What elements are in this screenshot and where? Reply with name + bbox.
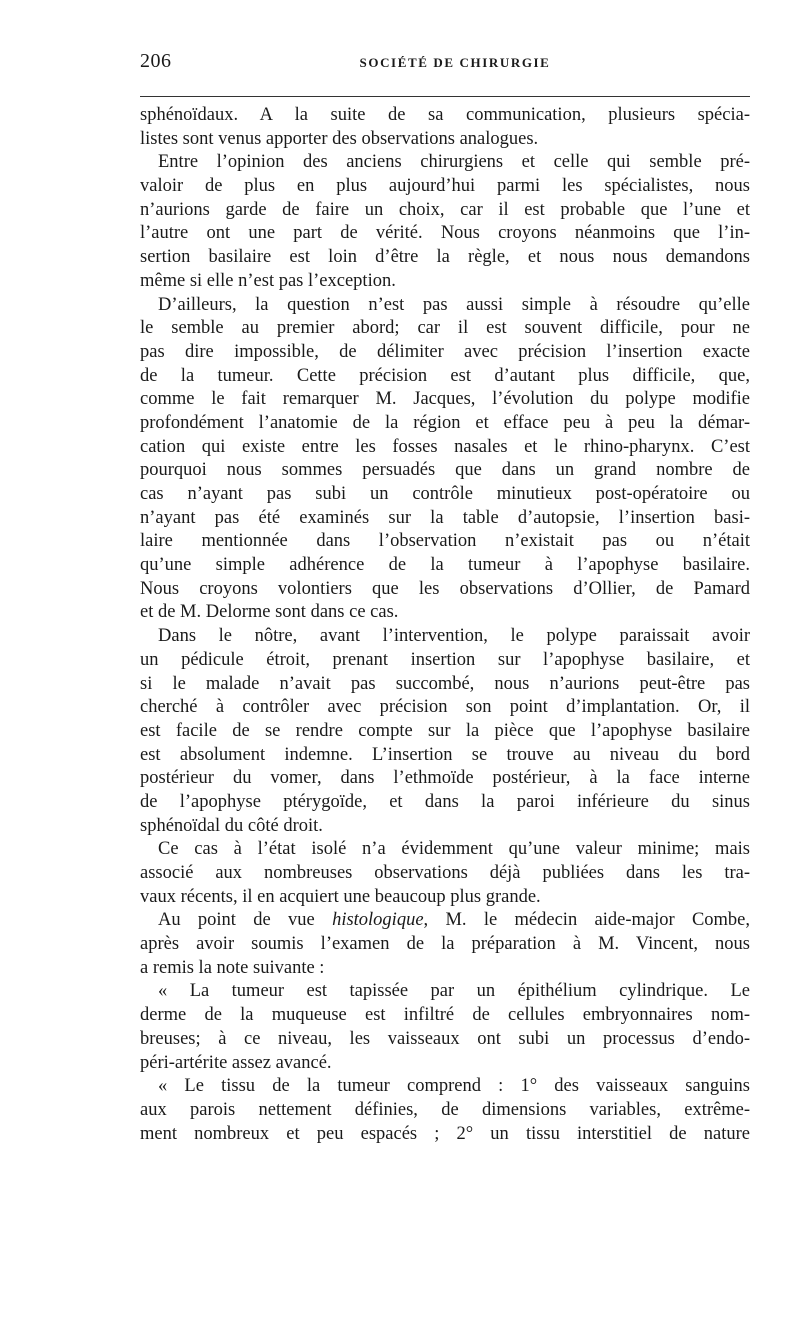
line-text: Nous croyons volontiers que les observations d’Ollier, de Pamard xyxy=(140,578,750,599)
line-text: un pédicule étroit, prenant insertion sur l’apophyse basilaire, et xyxy=(140,649,750,670)
line-text: postérieur du vomer, dans l’ethmoïde postérieur, à la face interne xyxy=(140,768,750,789)
line-text: si le malade n’avait pas succombé, nous n’aurions peut-être pas xyxy=(140,673,750,694)
text-line xyxy=(140,673,750,697)
page-number: 206 xyxy=(140,50,172,72)
text-line xyxy=(140,388,750,412)
text-line xyxy=(140,696,750,720)
line-text: vaux récents, il en acquiert une beaucoup plus grande. xyxy=(140,886,541,907)
line-text: et de M. Delorme sont dans ce cas. xyxy=(140,602,399,623)
line-text: D’ailleurs, la question n’est pas aussi simple à résoudre qu’elle xyxy=(158,294,750,315)
line-text: qu’une simple adhérence de la tumeur à l’apophyse basilaire. xyxy=(140,555,750,576)
text-line xyxy=(140,151,750,175)
line-text: même si elle n’est pas l’exception. xyxy=(140,270,396,291)
text-line xyxy=(140,104,750,128)
text-line xyxy=(140,199,750,223)
text-line xyxy=(140,341,750,365)
text-line xyxy=(140,980,750,1004)
line-text: est absolument indemne. L’insertion se trouve au niveau du bord xyxy=(140,744,750,765)
text-line xyxy=(140,1099,750,1123)
line-text: valoir de plus en plus aujourd’hui parmi les spécialistes, nous xyxy=(140,176,750,197)
text-line xyxy=(140,1004,750,1028)
line-text: Ce cas à l’état isolé n’a évidemment qu’une valeur minime; mais xyxy=(158,839,750,860)
line-text: de la tumeur. Cette précision est d’autant plus difficile, que, xyxy=(140,365,750,386)
text-line xyxy=(140,957,750,981)
line-text: laire mentionnée dans l’observation n’existait pas ou n’était xyxy=(140,531,750,552)
text-line xyxy=(140,886,750,910)
text-line xyxy=(140,294,750,318)
line-text: cation qui existe entre les fosses nasales et le rhino-pharynx. C’est xyxy=(140,436,750,457)
line-text: cas n’ayant pas subi un contrôle minutieux post-opératoire ou xyxy=(140,484,750,504)
line-text: de l’apophyse ptérygoïde, et dans la paroi inférieure du sinus xyxy=(140,791,750,812)
text-line xyxy=(140,246,750,270)
text-line xyxy=(140,1028,750,1052)
text-line xyxy=(140,815,750,839)
line-text: associé aux nombreuses observations déjà publiées dans les tra- xyxy=(140,863,750,883)
text-line xyxy=(140,128,750,152)
text-line xyxy=(140,838,750,862)
header-rule xyxy=(140,96,750,97)
line-text: est facile de se rendre compte sur la pièce que l’apophyse basilaire xyxy=(140,720,750,741)
line-text: n’ayant pas été examinés sur la table d’autopsie, l’insertion basi- xyxy=(140,507,750,528)
line-text: cherché à contrôler avec précision son point d’implantation. Or, il xyxy=(140,697,750,718)
text-line xyxy=(140,507,750,531)
text-line xyxy=(140,601,750,625)
line-text: péri-artérite assez avancé. xyxy=(140,1052,332,1073)
line-text: après avoir soumis l’examen de la préparation à M. Vincent, nous xyxy=(140,934,750,955)
text-line xyxy=(140,909,750,933)
line-text: n’aurions garde de faire un choix, car il est probable que l’une et xyxy=(140,199,750,220)
line-text: le semble au premier abord; car il est souvent difficile, pour ne xyxy=(140,318,750,339)
text-line xyxy=(140,175,750,199)
line-text-after: , M. le médecin aide-major Combe, xyxy=(423,910,751,931)
text-line xyxy=(140,554,750,578)
line-text: profondément l’anatomie de la région et efface peu à peu la démar- xyxy=(140,412,750,433)
line-text: « La tumeur est tapissée par un épithélium cylindrique. Le xyxy=(158,981,750,1002)
text-line xyxy=(140,791,750,815)
text-line xyxy=(140,649,750,673)
text-line xyxy=(140,862,750,886)
line-text: aux parois nettement définies, de dimensions variables, extrême- xyxy=(140,1099,750,1120)
text-line xyxy=(140,317,750,341)
text-line xyxy=(140,744,750,768)
text-line xyxy=(140,483,750,507)
line-text: pourquoi nous sommes persuadés que dans un grand nombre de xyxy=(140,460,750,481)
line-text: Dans le nôtre, avant l’intervention, le polype paraissait avoir xyxy=(158,626,750,647)
text-line xyxy=(140,1123,750,1147)
line-text: Entre l’opinion des anciens chirurgiens et celle qui semble pré- xyxy=(158,152,750,173)
text-line xyxy=(140,222,750,246)
line-text: sertion basilaire est loin d’être la règle, et nous nous demandons xyxy=(140,247,750,268)
line-text: l’autre ont une part de vérité. Nous croyons néanmoins que l’in- xyxy=(140,223,750,244)
page-header xyxy=(140,50,750,76)
running-title: SOCIÉTÉ DE CHIRURGIE xyxy=(359,55,551,70)
text-line xyxy=(140,365,750,389)
line-text: pas dire impossible, de délimiter avec précision l’insertion exacte xyxy=(140,341,750,362)
line-text: breuses; à ce niveau, les vaisseaux ont subi un processus d’endo- xyxy=(140,1028,750,1049)
text-line xyxy=(140,933,750,957)
text-line xyxy=(140,270,750,294)
text-line xyxy=(140,625,750,649)
line-text: « Le tissu de la tumeur comprend : 1° des vaisseaux sanguins xyxy=(158,1076,750,1097)
text-line xyxy=(140,1052,750,1076)
text-line xyxy=(140,436,750,460)
text-line xyxy=(140,767,750,791)
line-text: a remis la note suivante : xyxy=(140,957,325,978)
body-text xyxy=(140,104,750,1146)
line-text: derme de la muqueuse est infiltré de cellules embryonnaires nom- xyxy=(140,1005,750,1026)
text-line xyxy=(140,1075,750,1099)
line-text: sphénoïdaux. A la suite de sa communication, plusieurs spécia- xyxy=(140,105,750,125)
line-italic-text: histologique xyxy=(332,910,424,931)
text-line xyxy=(140,720,750,744)
line-text: listes sont venus apporter des observations analogues. xyxy=(140,128,539,149)
line-text: comme le fait remarquer M. Jacques, l’évolution du polype modifie xyxy=(140,389,750,410)
text-line xyxy=(140,459,750,483)
text-line xyxy=(140,578,750,602)
line-text: ment nombreux et peu espacés ; 2° un tissu interstitiel de nature xyxy=(140,1123,750,1144)
line-text: sphénoïdal du côté droit. xyxy=(140,815,323,836)
text-line xyxy=(140,530,750,554)
line-text: Au point de vue xyxy=(158,910,333,931)
text-line xyxy=(140,412,750,436)
